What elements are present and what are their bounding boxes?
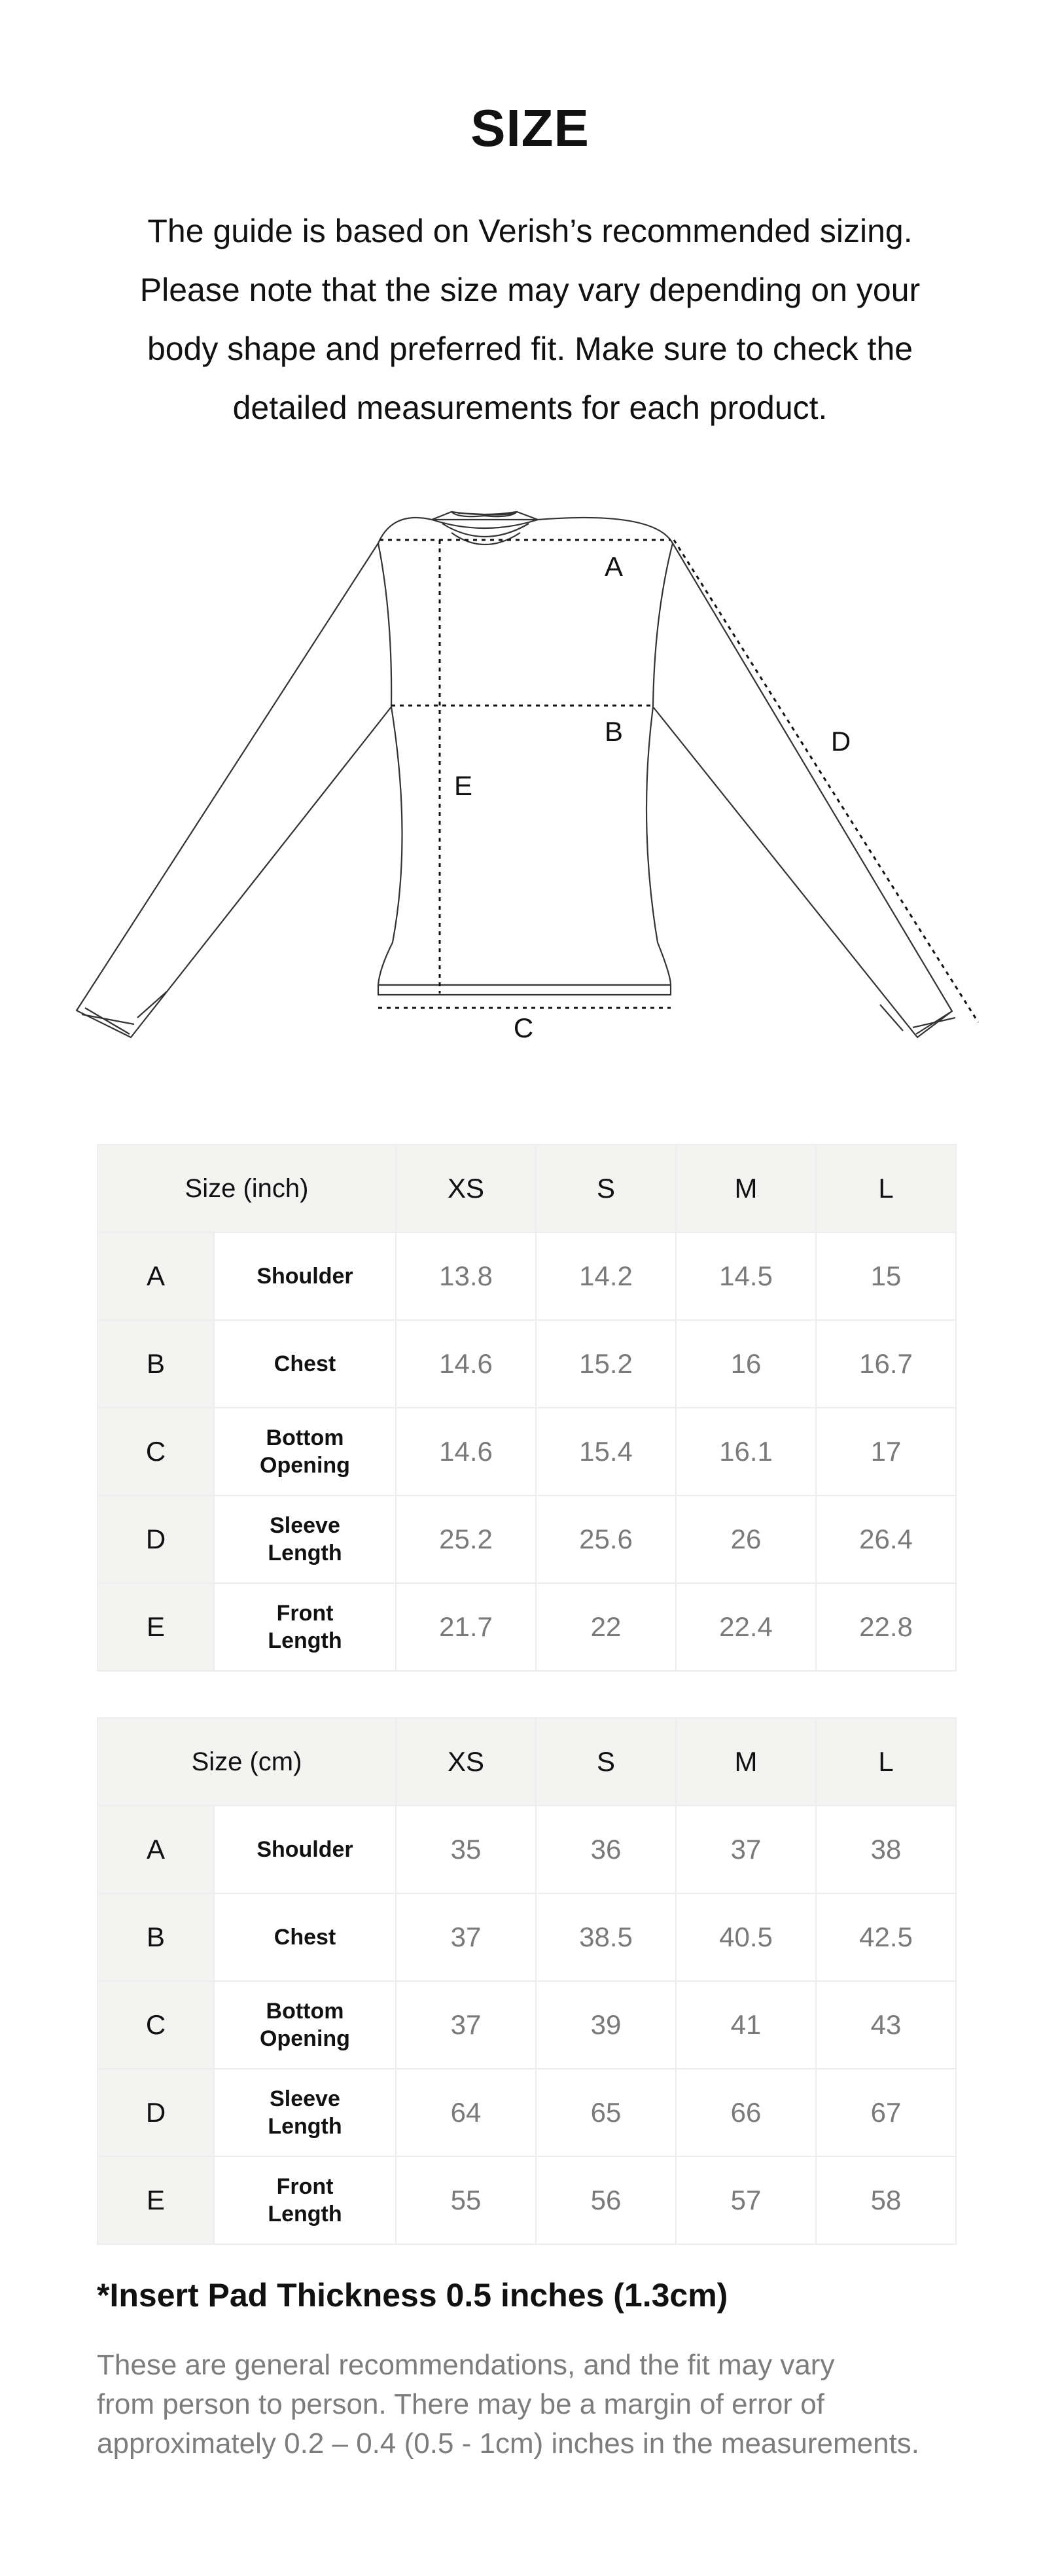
- measure-label: [214, 1981, 396, 2069]
- measure-value: 26.4: [816, 1495, 956, 1583]
- measure-label: Chest: [214, 1893, 396, 1981]
- measure-value: 38.5: [536, 1893, 676, 1981]
- measure-label-text: Sleeve Length: [268, 2086, 342, 2139]
- measure-label: Shoulder: [214, 1806, 396, 1893]
- measure-value: 43: [816, 1981, 956, 2069]
- measure-label-text: Sleeve Length: [268, 1513, 342, 1565]
- table-header-label: Size (inch): [97, 1145, 396, 1232]
- table-row: [97, 1320, 956, 1408]
- measure-letter: E: [97, 1583, 214, 1671]
- measure-label-text: Bottom Opening: [260, 1425, 350, 1478]
- measure-letter: C: [97, 1408, 214, 1495]
- table-header-label: Size (cm): [97, 1718, 396, 1806]
- measure-label: [214, 2156, 396, 2244]
- intro-line: The guide is based on Verish’s recommended sizing.: [147, 213, 913, 249]
- measure-value: 55: [396, 2156, 536, 2244]
- measure-label: [214, 1408, 396, 1495]
- measure-letter: C: [97, 1981, 214, 2069]
- label-c: C: [513, 1012, 534, 1043]
- measure-value: 14.2: [536, 1232, 676, 1320]
- table-row: [97, 1495, 956, 1583]
- size-header: L: [816, 1718, 956, 1806]
- measure-value: 36: [536, 1806, 676, 1893]
- side-seam-right: [653, 543, 673, 707]
- measure-value: 17: [816, 1408, 956, 1495]
- measure-value: 15.4: [536, 1408, 676, 1495]
- garment-measurement-diagram: [0, 484, 1060, 1086]
- size-header: L: [816, 1145, 956, 1232]
- measure-value: 35: [396, 1806, 536, 1893]
- label-a: A: [604, 551, 624, 582]
- disclaimer-line: These are general recommendations, and the fit may vary: [97, 2349, 835, 2381]
- disclaimer-line: from person to person. There may be a margin of error of: [97, 2388, 824, 2420]
- measure-value: 40.5: [676, 1893, 816, 1981]
- measure-value: 14.6: [396, 1320, 536, 1408]
- measure-letter: D: [97, 1495, 214, 1583]
- measure-value: 58: [816, 2156, 956, 2244]
- measure-label: [214, 1583, 396, 1671]
- side-seam-left: [378, 543, 391, 707]
- table-row: [97, 1981, 956, 2069]
- garment-outline: [77, 512, 952, 1037]
- measure-d-line: [674, 540, 978, 1022]
- measure-letter: E: [97, 2156, 214, 2244]
- measure-value: 14.5: [676, 1232, 816, 1320]
- measure-value: 26: [676, 1495, 816, 1583]
- disclaimer-line: approximately 0.2 – 0.4 (0.5 - 1cm) inches in the measurements.: [97, 2427, 920, 2460]
- table-row: [97, 1232, 956, 1320]
- measure-label-text: Front Length: [268, 1601, 342, 1653]
- measure-value: 16: [676, 1320, 816, 1408]
- measure-value: 37: [676, 1806, 816, 1893]
- measure-label-text: Front Length: [268, 2174, 342, 2227]
- measure-value: 25.2: [396, 1495, 536, 1583]
- measure-value: 66: [676, 2069, 816, 2156]
- measure-value: 16.1: [676, 1408, 816, 1495]
- table-row: [97, 1893, 956, 1981]
- measure-letter: D: [97, 2069, 214, 2156]
- inch-size-table: [97, 1144, 957, 1672]
- measure-letter: B: [97, 1893, 214, 1981]
- measure-label: Shoulder: [214, 1232, 396, 1320]
- cuff-left-detail: [137, 992, 167, 1018]
- label-e: E: [453, 770, 473, 801]
- measure-value: 64: [396, 2069, 536, 2156]
- measure-value: 57: [676, 2156, 816, 2244]
- size-header: S: [536, 1145, 676, 1232]
- label-d: D: [830, 726, 851, 757]
- measure-value: 39: [536, 1981, 676, 2069]
- cm-size-table: [97, 1717, 957, 2245]
- intro-line: detailed measurements for each product.: [232, 389, 828, 426]
- measure-value: 22.8: [816, 1583, 956, 1671]
- measure-value: 22: [536, 1583, 676, 1671]
- size-header: S: [536, 1718, 676, 1806]
- table-row: [97, 1408, 956, 1495]
- cuff-right-detail: [880, 1005, 903, 1031]
- measure-label: [214, 2069, 396, 2156]
- page-title: SIZE: [470, 99, 590, 157]
- table-row: [97, 1806, 956, 1893]
- measure-label: [214, 1495, 396, 1583]
- measure-value: 41: [676, 1981, 816, 2069]
- intro-text: [0, 202, 1060, 437]
- measure-letter: B: [97, 1320, 214, 1408]
- table-row: [97, 2069, 956, 2156]
- measure-value: 38: [816, 1806, 956, 1893]
- measure-value: 22.4: [676, 1583, 816, 1671]
- table-row: [97, 2156, 956, 2244]
- measure-value: 42.5: [816, 1893, 956, 1981]
- measure-value: 65: [536, 2069, 676, 2156]
- intro-line: body shape and preferred fit. Make sure to check the: [147, 331, 913, 367]
- measure-label-text: Bottom Opening: [260, 1999, 350, 2051]
- cuff-right: [913, 1011, 955, 1034]
- table-row: [97, 1583, 956, 1671]
- label-b: B: [604, 716, 624, 747]
- table-header-row: [97, 1718, 956, 1806]
- table-header-row: [97, 1145, 956, 1232]
- size-header: M: [676, 1145, 816, 1232]
- measure-value: 21.7: [396, 1583, 536, 1671]
- size-header: XS: [396, 1145, 536, 1232]
- measure-value: 67: [816, 2069, 956, 2156]
- measure-value: 37: [396, 1981, 536, 2069]
- measure-value: 37: [396, 1893, 536, 1981]
- measure-value: 14.6: [396, 1408, 536, 1495]
- measure-label: Chest: [214, 1320, 396, 1408]
- measure-value: 25.6: [536, 1495, 676, 1583]
- disclaimer-text: [97, 2346, 1013, 2463]
- measure-value: 13.8: [396, 1232, 536, 1320]
- measure-value: 15: [816, 1232, 956, 1320]
- cuff-left: [82, 1008, 134, 1034]
- measure-value: 56: [536, 2156, 676, 2244]
- measure-value: 15.2: [536, 1320, 676, 1408]
- neckline-rib: [451, 533, 520, 545]
- insert-pad-note: *Insert Pad Thickness 0.5 inches (1.3cm): [97, 2277, 728, 2314]
- size-header: M: [676, 1718, 816, 1806]
- measure-value: 16.7: [816, 1320, 956, 1408]
- size-header: XS: [396, 1718, 536, 1806]
- measure-letter: A: [97, 1232, 214, 1320]
- intro-line: Please note that the size may vary depending on your: [139, 272, 921, 308]
- measure-letter: A: [97, 1806, 214, 1893]
